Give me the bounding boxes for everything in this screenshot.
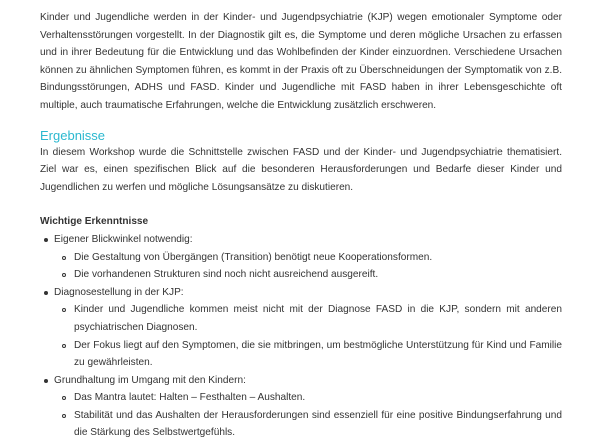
finding-sublist [40,389,562,442]
finding-subitem [40,249,562,267]
finding-subitem [40,337,562,372]
finding-subitem-text: Die vorhandenen Strukturen sind noch nicht ausreichend ausgereift. [74,269,379,281]
findings-heading: Wichtige Erkenntnisse [40,216,149,228]
finding-item [40,372,562,442]
findings-list [40,231,562,442]
finding-label: Eigener Blickwinkel notwendig: [54,233,193,245]
finding-label: Diagnosestellung in der KJP: [54,286,184,298]
intro-paragraph: Kinder und Jugendliche werden in der Kinder- und Jugendpsychiatrie (KJP) wegen emotionaler Symptome oder Verhaltensstörungen vorgestellt. In der Diagnostik gilt es, die Symptome und deren mögliche Ursachen zu erfassen und in ihrer Bedeutung für die Entwicklung und das Wohlbefinden der Kinder einzuordnen. Verschiedene Ursachen können zu ähnlichen Symptomen führen, es kommt in der Praxis oft zu Überschneidungen der Symptomatik von z.B. Bindungsstörungen, ADHS und FASD. Kinder und Jugendliche mit FASD haben in ihrer Lebensgeschichte oft multiple, auch traumatische Erfahrungen, welche die Entwicklung zusätzlich erschweren. [40,12,562,111]
circle-bullet-icon [62,396,66,400]
finding-subitem-text: Stabilität und das Aushalten der Herausforderungen sind essenziell für eine positive Bindungserfahrung und die Stärkung des Selbstwertgefühls. [74,409,562,439]
finding-subitem-text: Die Gestaltung von Übergängen (Transition) benötigt neue Kooperationsformen. [74,251,433,263]
finding-subitem [40,407,562,442]
finding-subitem-text: Kinder und Jugendliche kommen meist nicht mit der Diagnose FASD in die KJP, sondern mit anderen psychiatrischen Diagnosen. [74,304,562,333]
bullet-icon [44,238,48,242]
finding-subitem-text: Das Mantra lautet: Halten – Festhalten – Aushalten. [74,392,306,404]
finding-item [40,284,562,372]
finding-subitem [40,301,562,336]
circle-bullet-icon [62,256,66,260]
finding-item [40,231,562,284]
circle-bullet-icon [62,273,66,277]
results-heading: Ergebnisse [40,127,106,143]
finding-subitem-text: Der Fokus liegt auf den Symptomen, die sie mitbringen, um bestmögliche Unterstützung für Kind und Familie zu gewährleisten. [74,339,562,369]
finding-subitem [40,266,562,284]
finding-sublist [40,301,562,371]
finding-sublist [40,249,562,284]
bullet-icon [44,379,48,383]
bullet-icon [44,291,48,295]
results-paragraph: In diesem Workshop wurde die Schnittstelle zwischen FASD und der Kinder- und Jugendpsychiatrie thematisiert. Ziel war es, einen spezifischen Blick auf die besonderen Herausforderungen und Bedarfe dieser Kinder und Jugendlichen zu werfen und mögliche Lösungsansätze zu diskutieren. [40,146,562,193]
document-content [40,9,562,442]
circle-bullet-icon [62,308,66,312]
circle-bullet-icon [62,344,66,348]
circle-bullet-icon [62,414,66,418]
finding-label: Grundhaltung im Umgang mit den Kindern: [54,374,246,386]
finding-subitem [40,389,562,407]
